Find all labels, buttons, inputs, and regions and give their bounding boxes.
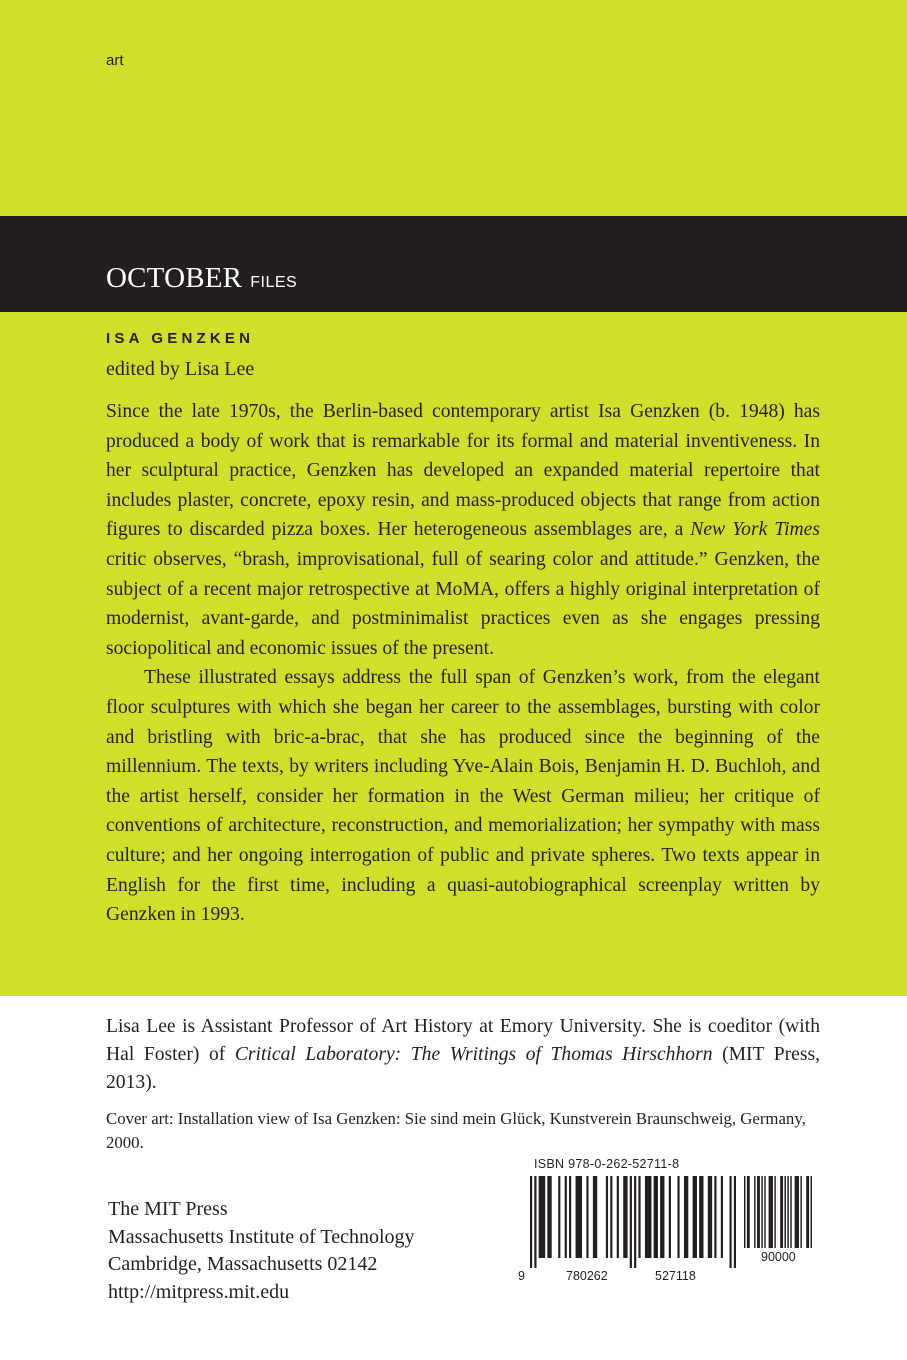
barcode-bar xyxy=(754,1176,755,1248)
barcode-bar xyxy=(569,1176,571,1258)
barcode-bar xyxy=(734,1176,736,1268)
barcode-bar xyxy=(684,1176,688,1258)
barcode-bar xyxy=(769,1176,773,1248)
editor-credit: edited by Lisa Lee xyxy=(106,358,255,380)
barcode-bar xyxy=(744,1176,745,1248)
barcode-bar xyxy=(534,1176,536,1268)
barcode-bar xyxy=(785,1176,786,1248)
barcode-bar xyxy=(623,1176,627,1258)
barcode-bar xyxy=(660,1176,664,1258)
barcode-bar xyxy=(747,1176,750,1248)
barcode-bar xyxy=(530,1176,532,1268)
barcode-bar xyxy=(790,1176,791,1248)
barcode-bar xyxy=(586,1176,588,1258)
editor-bio xyxy=(106,1013,820,1097)
book-title: ISA GENZKEN xyxy=(106,330,255,347)
barcode-bar xyxy=(774,1176,775,1248)
series-title xyxy=(106,262,297,295)
barcode-bar xyxy=(811,1176,812,1248)
barcode-bar xyxy=(729,1176,731,1268)
publisher-url: http://mitpress.mit.edu xyxy=(108,1280,290,1303)
barcode-bar xyxy=(757,1176,760,1248)
barcode-bar xyxy=(593,1176,597,1258)
barcode-addon xyxy=(744,1176,812,1248)
description-p1-italic: New York Times xyxy=(690,519,820,541)
barcode-bar xyxy=(787,1176,788,1248)
barcode-bar xyxy=(677,1176,679,1258)
barcode-bar xyxy=(806,1176,809,1248)
barcode-bar xyxy=(630,1176,632,1268)
publisher-address: Cambridge, Massachusetts 02142 xyxy=(108,1253,378,1275)
series-main-label: OCTOBER xyxy=(106,262,243,294)
barcode-bar xyxy=(539,1176,546,1258)
bio-text-a: Lisa Lee is Assistant Professor of Art History at Emory University. She is coeditor (with Hal Foster) of xyxy=(106,1016,820,1065)
barcode-bar xyxy=(800,1176,801,1248)
barcode-digit-first: 9 xyxy=(518,1269,525,1283)
barcode-bar xyxy=(645,1176,652,1258)
description-p1-text-b: critic observes, “brash, improvisational, full of searing color and attitude.” Genzken, the subject of a recent major retrospective at MoMA, offers a highly original interpretation of modernist, avant-garde, and postminimalist practices even as she engages pressing sociopolitical and economic issues of the present. xyxy=(106,548,820,659)
barcode-bar xyxy=(654,1176,658,1258)
barcode-bar xyxy=(576,1176,583,1258)
category-label: art xyxy=(106,52,124,69)
description-paragraph-2: These illustrated essays address the full span of Genzken’s work, from the elegant floor sculptures with which she began her career to the assemblages, bursting with color and bristling with bric-a-brac, that she has produced since the beginning of the millennium. The texts, by writers including Yve-Alain Bois, Benjamin H. D. Buchloh, and the artist herself, consider her formation in the West German milieu; her critique of conventions of architecture, reconstruction, and memorialization; her sympathy with mass culture; and her ongoing interrogation of public and private spheres. Two texts appear in English for the first time, including a quasi-autobiographical screenplay written by Genzken in 1993. xyxy=(106,667,820,926)
publisher-block xyxy=(108,1196,415,1306)
barcode-bar xyxy=(714,1176,716,1258)
barcode-bar xyxy=(565,1176,567,1258)
barcode-digits-left: 780262 xyxy=(566,1269,608,1283)
barcode-bar xyxy=(547,1176,551,1258)
barcode-bar xyxy=(669,1176,671,1258)
barcode-bar xyxy=(638,1176,640,1258)
isbn-label: ISBN 978-0-262-52711-8 xyxy=(534,1157,680,1171)
publisher-name: The MIT Press xyxy=(108,1198,228,1220)
barcode-bar xyxy=(693,1176,697,1258)
barcode-bar xyxy=(606,1176,608,1258)
top-color-band xyxy=(0,0,907,216)
publisher-institute: Massachusetts Institute of Technology xyxy=(108,1225,415,1248)
barcode-main xyxy=(530,1176,736,1268)
book-description xyxy=(106,397,820,930)
barcode-bar xyxy=(617,1176,619,1258)
description-p1-text-a: Since the late 1970s, the Berlin-based contemporary artist Isa Genzken (b. 1948) has produced a body of work that is remarkable for its formal and material inventiveness. In her sculptural practice, Genzken has developed an expanded material repertoire that includes plaster, concrete, epoxy resin, and mass-produced objects that range from action figures to discarded pizza boxes. Her heterogeneous assemblages are, a xyxy=(106,401,820,541)
barcode-bar xyxy=(761,1176,762,1248)
cover-art-credit: Cover art: Installation view of Isa Genzken: Sie sind mein Glück, Kunstverein Braunschweig, Germany, 2000. xyxy=(106,1109,806,1152)
bio-italic-title: Critical Laboratory: The Writings of Thomas Hirschhorn xyxy=(234,1044,713,1065)
barcode-bar xyxy=(634,1176,636,1268)
barcode-bar xyxy=(721,1176,723,1258)
bio-text-b: (MIT Press, 2013). xyxy=(106,1044,820,1093)
barcode-bar xyxy=(558,1176,560,1258)
barcode-bar xyxy=(708,1176,712,1258)
barcode-bar xyxy=(780,1176,783,1248)
barcode-bar xyxy=(795,1176,799,1248)
barcode-digits-right: 527118 xyxy=(655,1269,696,1283)
barcode-bar xyxy=(610,1176,612,1258)
barcode-bar xyxy=(699,1176,703,1258)
barcode-addon-digits: 90000 xyxy=(761,1250,796,1264)
barcode-bar xyxy=(764,1176,765,1248)
description-paragraph-1 xyxy=(106,397,820,663)
series-sub-label: FILES xyxy=(250,274,298,291)
